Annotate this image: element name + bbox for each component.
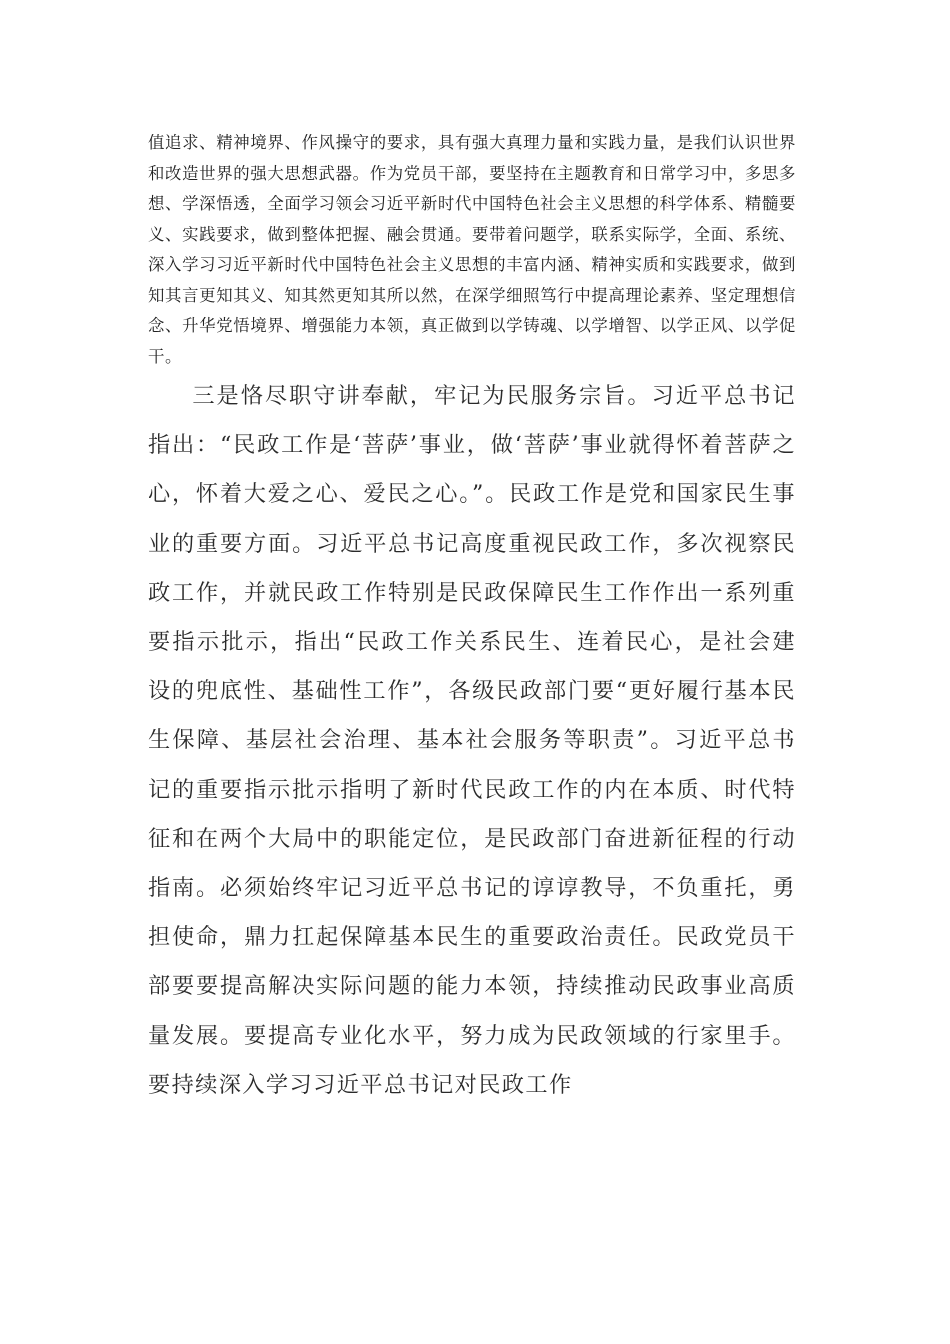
paragraph-theory-study: 值追求、精神境界、作风操守的要求，具有强大真理力量和实践力量，是我们认识世界和改造世界的强大思想武器。作为党员干部，要坚持在主题教育和日常学习中，多思多想、学深悟透，全面学习领会习近平新时代中国特色社会主义思想的科学体系、精髓要义、实践要求，做到整体把握、融会贯通。要带着问题学，联系实际学，全面、系统、深入学习习近平新时代中国特色社会主义思想的丰富内涵、精神实质和实践要求，做到知其言更知其义、知其然更知其所以然，在深学细照笃行中提高理论素养、坚定理想信念、升华党悟境界、增强能力本领，真正做到以学铸魂、以学增智、以学正风、以学促干。 xyxy=(148,133,796,366)
paragraph-civil-affairs-duty: 三是恪尽职守讲奉献，牢记为民服务宗旨。习近平总书记指出：“民政工作是‘菩萨’事业，做‘菩萨’事业就得怀着菩萨之心，怀着大爱之心、爱民之心。”。民政工作是党和国家民生事业的重要方面。习近平总书记高度重视民政工作，多次视察民政工作，并就民政工作特别是民政保障民生工作作出一系列重要指示批示，指出“民政工作关系民生、连着民心，是社会建设的兜底性、基础性工作”，各级民政部门要“更好履行基本民生保障、基层社会治理、基本社会服务等职责”。习近平总书记的重要指示批示指明了新时代民政工作的内在本质、时代特征和在两个大局中的职能定位，是民政部门奋进新征程的行动指南。必须始终牢记习近平总书记的谆谆教导，不负重托，勇担使命，鼎力扛起保障基本民生的重要政治责任。民政党员干部要要提高解决实际问题的能力本领，持续推动民政事业高质量发展。要提高专业化水平，努力成为民政领域的行家里手。要持续深入学习习近平总书记对民政工作 xyxy=(148,383,796,1098)
